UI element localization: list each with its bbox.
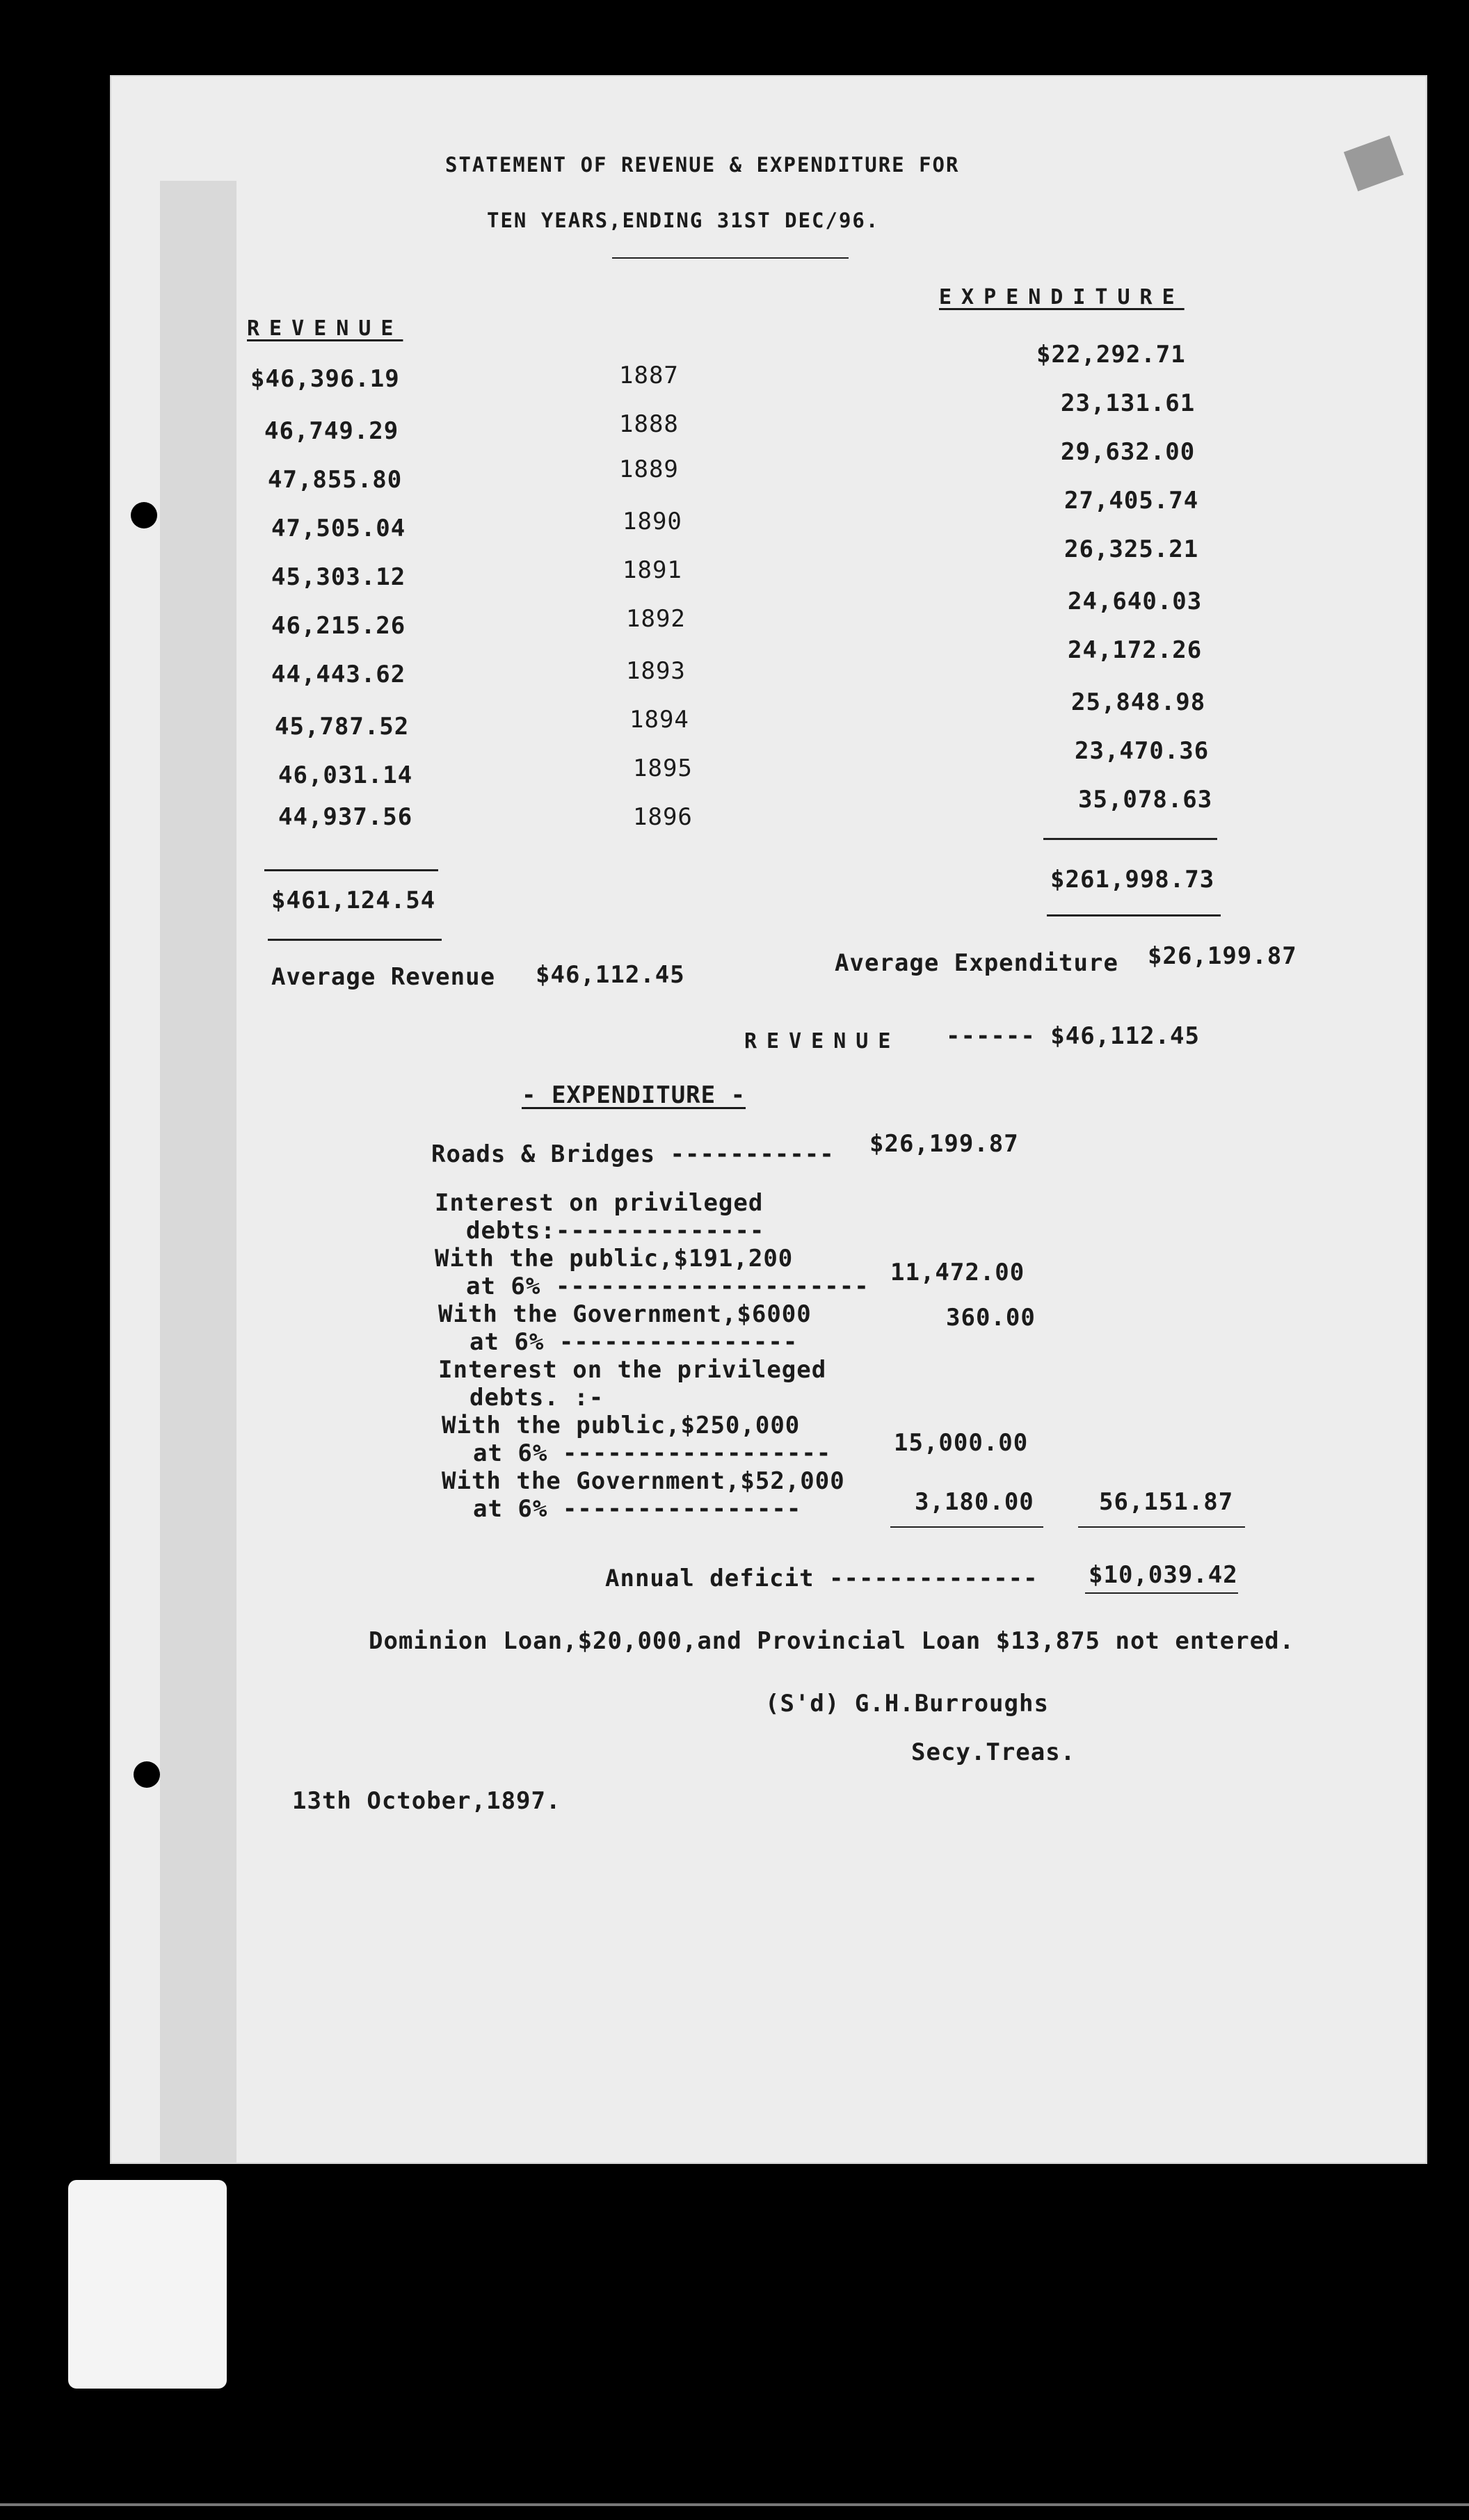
revenue-total: $461,124.54	[271, 887, 436, 914]
revenue-total-rule-top	[264, 869, 438, 871]
binding-strip	[160, 181, 236, 2163]
expenditure-1887: $22,292.71	[1036, 341, 1186, 369]
punch-hole-1	[72, 506, 98, 533]
date: 13th October,1897.	[292, 1787, 561, 1815]
subtotal-rule	[1078, 1526, 1245, 1528]
bottom-edge-line	[0, 2503, 1469, 2506]
expenditure-total-rule-top	[1043, 838, 1217, 840]
gov2-rule	[890, 1526, 1043, 1528]
public1-line1: With the public,$191,200	[435, 1245, 794, 1273]
year-1893: 1893	[626, 657, 686, 685]
expenditure-total: $261,998.73	[1050, 866, 1215, 894]
gov2-line2: at 6% ----------------	[473, 1495, 802, 1523]
interest2-line1: Interest on the privileged	[438, 1356, 827, 1384]
expenditure-1888: 23,131.61	[1061, 389, 1196, 417]
public2-line2: at 6% ------------------	[473, 1439, 832, 1467]
interest1-line2: debts:--------------	[466, 1217, 765, 1245]
punch-hole-3	[60, 1764, 86, 1791]
loan-note: Dominion Loan,$20,000,and Provincial Loan $13,875 not entered.	[369, 1627, 1295, 1655]
public1-value: 11,472.00	[890, 1259, 1025, 1286]
title-line-2: TEN YEARS,ENDING 31ST DEC/96.	[487, 209, 880, 232]
deficit-value: $10,039.42	[1089, 1561, 1238, 1589]
roads-value: $26,199.87	[869, 1130, 1019, 1158]
average-revenue-label: Average Revenue	[271, 963, 496, 991]
revenue-1888: 46,749.29	[264, 417, 399, 445]
torn-corner	[1344, 136, 1404, 191]
expenditure-subtotal: 56,151.87	[1099, 1488, 1234, 1516]
year-1890: 1890	[623, 508, 682, 535]
revenue-heading: REVENUE	[247, 316, 403, 341]
year-1887: 1887	[619, 362, 679, 389]
expenditure-1893: 24,172.26	[1068, 636, 1203, 664]
expenditure-1890: 27,405.74	[1064, 487, 1199, 515]
year-1891: 1891	[623, 556, 682, 584]
gov1-line2: at 6% ----------------	[469, 1328, 798, 1356]
interest2-line2: debts. :-	[469, 1384, 604, 1412]
year-1888: 1888	[619, 410, 679, 438]
average-expenditure-label: Average Expenditure	[835, 949, 1118, 977]
deficit-label: Annual deficit --------------	[605, 1565, 1038, 1592]
expenditure-heading: EXPENDITURE	[939, 285, 1185, 309]
expenditure-1895: 23,470.36	[1075, 737, 1210, 765]
punch-hole-2	[131, 502, 157, 528]
gov1-line1: With the Government,$6000	[438, 1300, 812, 1328]
gov2-value: 3,180.00	[915, 1488, 1034, 1516]
title-underline	[612, 257, 849, 259]
revenue-1890: 47,505.04	[271, 515, 406, 542]
revenue-1887: $46,396.19	[250, 365, 400, 393]
average-revenue-value: $46,112.45	[536, 961, 685, 989]
gov2-line1: With the Government,$52,000	[442, 1467, 845, 1495]
expenditure-1896: 35,078.63	[1078, 786, 1213, 814]
blank-card	[68, 2180, 227, 2389]
revenue-1895: 46,031.14	[278, 761, 413, 789]
summary-revenue-label: REVENUE	[744, 1029, 901, 1053]
revenue-1893: 44,443.62	[271, 661, 406, 688]
expenditure-1894: 25,848.98	[1071, 688, 1206, 716]
average-expenditure-value: $26,199.87	[1148, 942, 1297, 970]
year-1892: 1892	[626, 605, 686, 633]
year-1889: 1889	[619, 455, 679, 483]
revenue-1891: 45,303.12	[271, 563, 406, 591]
document-page	[111, 76, 1426, 2163]
interest1-line1: Interest on privileged	[435, 1189, 764, 1217]
year-1895: 1895	[633, 754, 693, 782]
summary-expenditure-heading: - EXPENDITURE -	[522, 1081, 746, 1109]
gov1-value: 360.00	[946, 1304, 1036, 1332]
public1-line2: at 6% ---------------------	[466, 1273, 869, 1300]
revenue-1892: 46,215.26	[271, 612, 406, 640]
expenditure-1889: 29,632.00	[1061, 438, 1196, 466]
public2-line1: With the public,$250,000	[442, 1412, 801, 1439]
year-1894: 1894	[629, 706, 689, 734]
deficit-rule	[1085, 1592, 1238, 1594]
punch-hole-4	[134, 1761, 160, 1788]
summary-revenue-value: ------ $46,112.45	[946, 1022, 1200, 1050]
expenditure-total-rule-bottom	[1047, 914, 1221, 916]
signer-title: Secy.Treas.	[911, 1738, 1076, 1766]
revenue-1896: 44,937.56	[278, 803, 413, 831]
roads-label: Roads & Bridges -----------	[431, 1140, 835, 1168]
revenue-total-rule-bottom	[268, 939, 442, 941]
signature: (S'd) G.H.Burroughs	[765, 1690, 1049, 1718]
expenditure-1891: 26,325.21	[1064, 535, 1199, 563]
revenue-1889: 47,855.80	[268, 466, 403, 494]
public2-value: 15,000.00	[894, 1429, 1029, 1457]
year-1896: 1896	[633, 803, 693, 831]
title-line-1: STATEMENT OF REVENUE & EXPENDITURE FOR	[445, 153, 960, 177]
revenue-1894: 45,787.52	[275, 713, 410, 741]
expenditure-1892: 24,640.03	[1068, 588, 1203, 615]
